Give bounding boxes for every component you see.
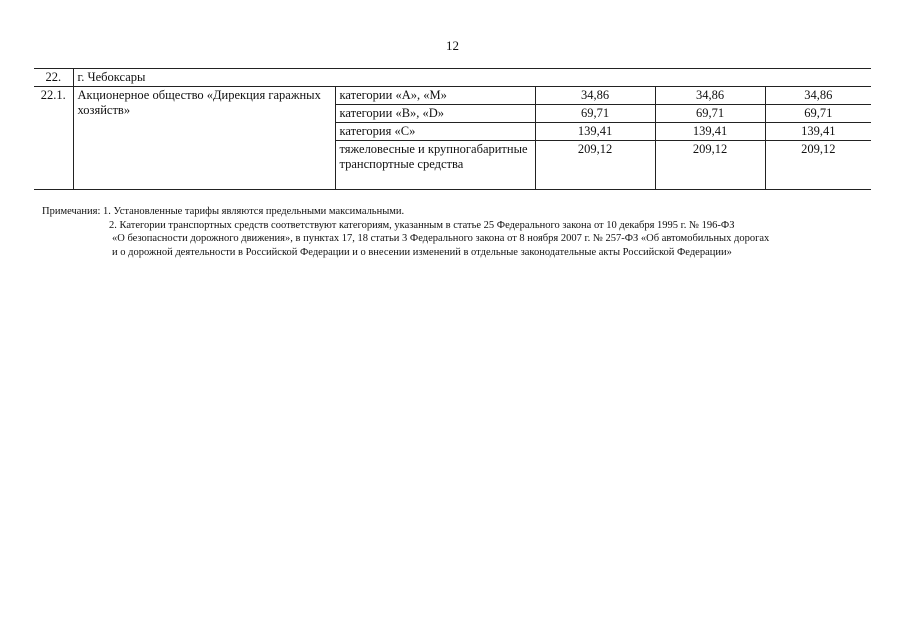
notes: [42, 205, 872, 259]
table-row-city: [34, 69, 871, 87]
vehicle-category: категории «В», «D»: [335, 105, 535, 123]
tariff-value: 34,86: [655, 87, 765, 105]
page-number: 12: [446, 38, 459, 53]
tariff-value: 69,71: [765, 105, 871, 123]
tariff-value: 139,41: [535, 123, 655, 141]
tariff-table: [34, 68, 871, 190]
tariff-value: 209,12: [765, 141, 871, 190]
tariff-value: 139,41: [655, 123, 765, 141]
row-number: 22.: [34, 69, 73, 87]
city-name: г. Чебоксары: [73, 69, 871, 87]
note-line: и о дорожной деятельности в Российской Федерации и о внесении изменений в отдельные законодательные акты Российской Федерации»: [112, 246, 732, 258]
tariff-value: 139,41: [765, 123, 871, 141]
organization-name: Акционерное общество «Дирекция гаражных хозяйств»: [73, 87, 335, 190]
vehicle-category: тяжеловесные и крупногабаритные транспортные средства: [335, 141, 535, 190]
vehicle-category: категория «С»: [335, 123, 535, 141]
tariff-value: 34,86: [535, 87, 655, 105]
note-line: 2. Категории транспортных средств соответствуют категориям, указанным в статье 25 Федерального закона от 10 декабря 1995 г. № 196-ФЗ: [109, 219, 735, 231]
row-number: 22.1.: [34, 87, 73, 190]
tariff-value: 209,12: [535, 141, 655, 190]
tariff-value: 209,12: [655, 141, 765, 190]
tariff-value: 69,71: [535, 105, 655, 123]
table-row: [34, 87, 871, 105]
note-line: Примечания: 1. Установленные тарифы являются предельными максимальными.: [42, 206, 405, 217]
vehicle-category: категории «А», «М»: [335, 87, 535, 105]
tariff-value: 69,71: [655, 105, 765, 123]
tariff-value: 34,86: [765, 87, 871, 105]
note-line: «О безопасности дорожного движения», в пунктах 17, 18 статьи 3 Федерального закона от 8 ноября 2007 г. № 257-ФЗ «Об автомобильных дорогах: [112, 233, 770, 244]
